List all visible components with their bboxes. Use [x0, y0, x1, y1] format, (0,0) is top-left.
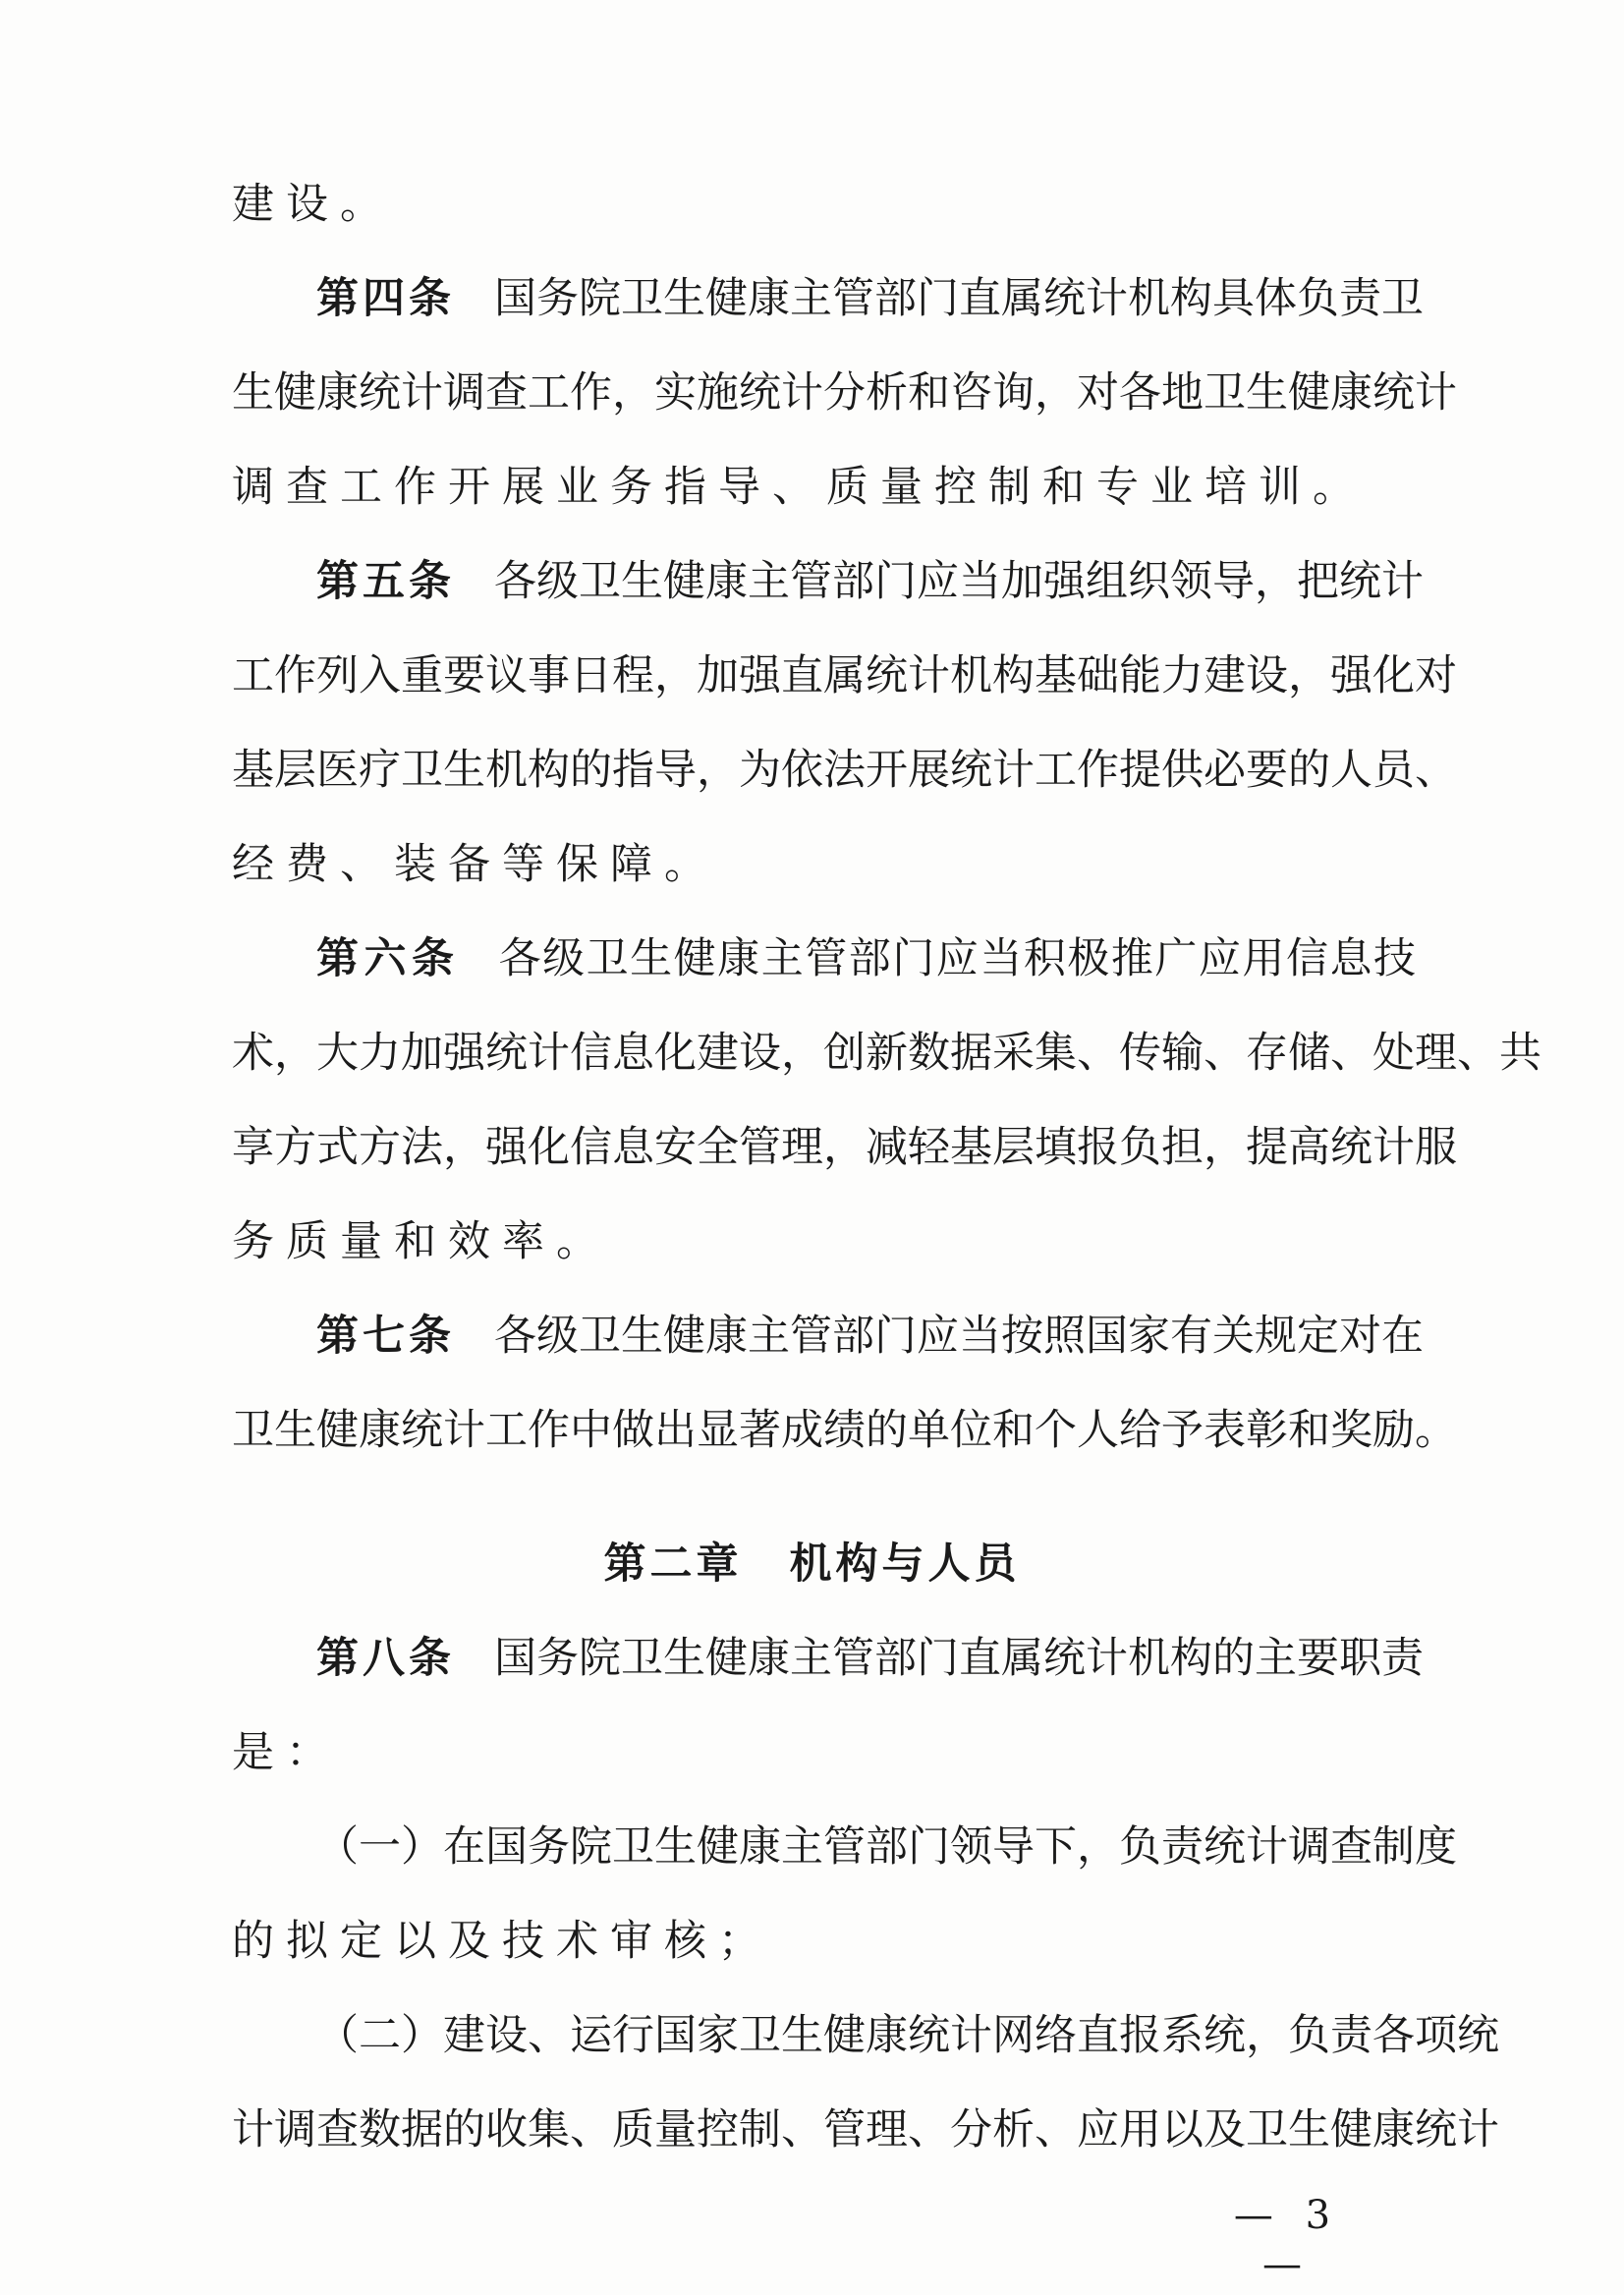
article-label: 第五条 [316, 557, 455, 606]
paragraph-text: 各级卫生健康主管部门应当按照国家有关规定对在 [494, 1312, 1424, 1361]
paragraph-line: 经费、装备等保障。 [232, 840, 718, 889]
paragraph-line: 是： [232, 1728, 340, 1777]
paragraph-line: 的拟定以及技术审核； [232, 1917, 772, 1966]
paragraph-line: 术，大力加强统计信息化建设，创新数据采集、传输、存储、处理、共 [232, 1029, 1541, 1078]
paragraph-line: 务质量和效率。 [232, 1217, 610, 1266]
chapter-heading [0, 1535, 1624, 1594]
article-8-first-line [316, 1629, 1424, 1688]
article-6-first-line [316, 929, 1416, 988]
paragraph-line: 计调查数据的收集、质量控制、管理、分析、应用以及卫生健康统计 [232, 2105, 1499, 2155]
paragraph-line: 工作列入重要议事日程，加强直属统计机构基础能力建设，强化对 [232, 651, 1457, 700]
paragraph-line: 调查工作开展业务指导、质量控制和专业培训。 [232, 463, 1367, 512]
article-4-first-line [316, 269, 1424, 328]
article-5-first-line [316, 552, 1424, 611]
article-7-first-line [316, 1307, 1424, 1366]
list-item-1-first-line: （一）在国务院卫生健康主管部门领导下，负责统计调查制度 [316, 1822, 1457, 1872]
paragraph-text: 国务院卫生健康主管部门直属统计机构的主要职责 [494, 1634, 1424, 1683]
list-item-2-first-line: （二）建设、运行国家卫生健康统计网络直报系统，负责各项统 [316, 2011, 1499, 2060]
paragraph-text: 各级卫生健康主管部门应当积极推广应用信息技 [498, 934, 1417, 983]
paragraph-text: 国务院卫生健康主管部门直属统计机构具体负责卫 [494, 274, 1424, 323]
chapter-number: 第二章 [603, 1539, 743, 1589]
paragraph-line: 卫生健康统计工作中做出显著成绩的单位和个人给予表彰和奖励。 [232, 1406, 1457, 1455]
paragraph-line: 享方式方法，强化信息安全管理，减轻基层填报负担，提高统计服 [232, 1123, 1457, 1172]
paragraph-text: 各级卫生健康主管部门应当加强组织领导，把统计 [494, 557, 1424, 606]
article-label: 第四条 [316, 274, 455, 323]
paragraph-line: 生健康统计调查工作，实施统计分析和咨询，对各地卫生健康统计 [232, 368, 1457, 418]
article-label: 第七条 [316, 1312, 455, 1361]
paragraph-line: 基层医疗卫生机构的指导，为依法开展统计工作提供必要的人员、 [232, 746, 1457, 795]
article-label: 第六条 [316, 934, 460, 983]
page-number: — 3 — [1233, 2193, 1341, 2287]
chapter-title: 机构与人员 [789, 1539, 1021, 1589]
article-label: 第八条 [316, 1634, 455, 1683]
paragraph-line: 建设。 [232, 180, 394, 229]
